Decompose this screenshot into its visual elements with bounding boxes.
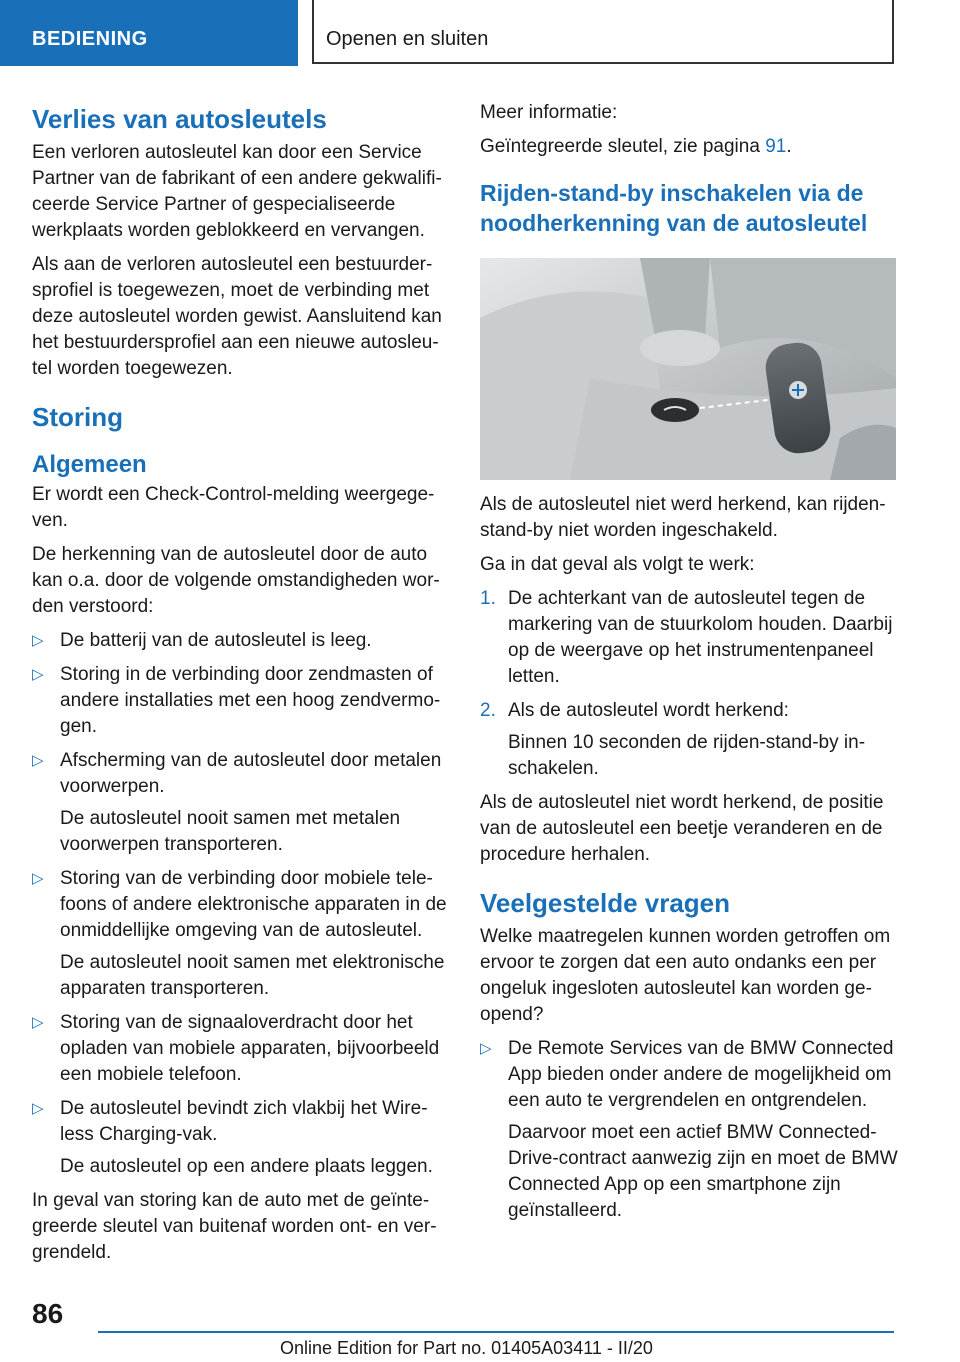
list-item-text: Storing in de verbinding door zendmasten of andere installaties met een hoog zendvermogen. bbox=[60, 664, 441, 737]
step-note: Binnen 10 seconden de rijden-stand-by inschakelen. bbox=[508, 732, 866, 779]
list-item bbox=[32, 866, 450, 1002]
chapter-header bbox=[312, 0, 894, 64]
paragraph: De herkenning van de autosleutel door de auto kan o.a. door de volgende omstandigheden worden verstoord: bbox=[32, 544, 440, 617]
step-item bbox=[480, 586, 898, 690]
step-text: Als de autosleutel wordt herkend: bbox=[508, 700, 789, 721]
list-item bbox=[32, 748, 450, 858]
procedure-steps bbox=[480, 586, 898, 782]
heading-storing: Storing bbox=[32, 402, 123, 432]
triangle-bullet-icon: ▷ bbox=[32, 1014, 44, 1031]
step-item bbox=[480, 698, 898, 782]
edition-note: Online Edition for Part no. 01405A03411 - II/20 bbox=[280, 1338, 653, 1358]
step-text: De achterkant van de autosleutel tegen de markering van de stuurkolom houden. Daarbij op de weergave op het instrumentenpaneel letten. bbox=[508, 588, 893, 687]
paragraph: In geval van storing kan de auto met de geïntegreerde sleutel van buitenaf worden ont- en vergrendeld. bbox=[32, 1190, 437, 1263]
list-item-text: Storing van de verbinding door mobiele telefoons of andere elektronische apparaten in de onmiddellijke omgeving van de autosleutel. bbox=[60, 868, 447, 941]
list-item-text: De batterij van de autosleutel is leeg. bbox=[60, 630, 372, 651]
triangle-bullet-icon: ▷ bbox=[32, 1100, 44, 1117]
paragraph: Meer informatie: bbox=[480, 102, 618, 123]
cross-reference bbox=[480, 134, 898, 160]
list-item-text: De Remote Services van de BMW Connected App bieden onder andere de mogelijkheid om een auto te vergrendelen en ontgrendelen. bbox=[508, 1038, 894, 1111]
cross-reference-text: Geïntegreerde sleutel, zie pagina bbox=[480, 136, 766, 157]
list-item bbox=[32, 1096, 450, 1180]
step-number: 2. bbox=[480, 700, 496, 721]
list-item-text: De autosleutel bevindt zich vlakbij het Wireless Charging-vak. bbox=[60, 1098, 428, 1145]
left-column bbox=[32, 100, 450, 1274]
heading-standby: Rijden-stand-by inschakelen via de noodherkenning van de autosleutel bbox=[480, 180, 868, 236]
right-column bbox=[480, 100, 898, 1232]
section-label: BEDIENING bbox=[32, 28, 148, 50]
triangle-bullet-icon: ▷ bbox=[32, 870, 44, 887]
list-item-note: De autosleutel nooit samen met elektronische apparaten transporteren. bbox=[60, 952, 445, 999]
paragraph: Als aan de verloren autosleutel een bestuurdersprofiel is toegewezen, moet de verbinding met deze autosleutel worden gewist. Aansluitend kan het bestuurdersprofiel aan een nieuwe autosleutel worden toegewezen. bbox=[32, 254, 442, 379]
chapter-title: Openen en sluiten bbox=[326, 28, 489, 50]
disturbance-list bbox=[32, 628, 450, 1180]
steering-column-key-illustration bbox=[480, 258, 896, 480]
list-item-note: Daarvoor moet een actief BMW ConnectedDrive-contract aanwezig zijn en moet de BMW Connected App op een smartphone zijn geïnstalleerd. bbox=[508, 1122, 898, 1221]
section-tab bbox=[0, 0, 298, 66]
paragraph: Er wordt een Check-Control-melding weergegeven. bbox=[32, 484, 435, 531]
paragraph: Een verloren autosleutel kan door een Service Partner van de fabrikant of een andere gekwalificeerde Service Partner of gespecialiseerde werkplaats worden geblokkeerd en vervangen. bbox=[32, 142, 442, 241]
illustration-svg bbox=[480, 258, 896, 480]
step-number: 1. bbox=[480, 588, 496, 609]
list-item bbox=[480, 1036, 898, 1224]
list-item bbox=[32, 662, 450, 740]
heading-algemeen: Algemeen bbox=[32, 451, 147, 478]
heading-faq: Veelgestelde vragen bbox=[480, 888, 731, 918]
footer-divider bbox=[98, 1331, 894, 1333]
triangle-bullet-icon: ▷ bbox=[32, 666, 44, 683]
list-item-note: De autosleutel op een andere plaats leggen. bbox=[60, 1156, 433, 1177]
faq-list bbox=[480, 1036, 898, 1224]
page-number: 86 bbox=[32, 1298, 64, 1329]
paragraph: Ga in dat geval als volgt te werk: bbox=[480, 554, 755, 575]
list-item-text: Afscherming van de autosleutel door metalen voorwerpen. bbox=[60, 750, 442, 797]
list-item-note: De autosleutel nooit samen met metalen voorwerpen transporteren. bbox=[60, 808, 401, 855]
list-item-text: Storing van de signaaloverdracht door het opladen van mobiele apparaten, bijvoorbeeld een mobiele telefoon. bbox=[60, 1012, 440, 1085]
paragraph: Als de autosleutel niet werd herkend, kan rijdenstand-by niet worden ingeschakeld. bbox=[480, 494, 886, 541]
cross-reference-dot: . bbox=[786, 136, 792, 157]
heading-lost-keys: Verlies van autosleutels bbox=[32, 104, 327, 134]
triangle-bullet-icon: ▷ bbox=[480, 1040, 492, 1057]
page-link[interactable]: 91 bbox=[765, 136, 787, 157]
list-item bbox=[32, 1010, 450, 1088]
list-item bbox=[32, 628, 450, 654]
paragraph: Welke maatregelen kunnen worden getroffen om ervoor te zorgen dat een auto ondanks een per ongeluk ingesloten autosleutel kan worden geopend? bbox=[480, 926, 891, 1025]
triangle-bullet-icon: ▷ bbox=[32, 752, 44, 769]
paragraph: Als de autosleutel niet wordt herkend, de positie van de autosleutel een beetje veranderen en de procedure herhalen. bbox=[480, 792, 884, 865]
triangle-bullet-icon: ▷ bbox=[32, 632, 44, 649]
